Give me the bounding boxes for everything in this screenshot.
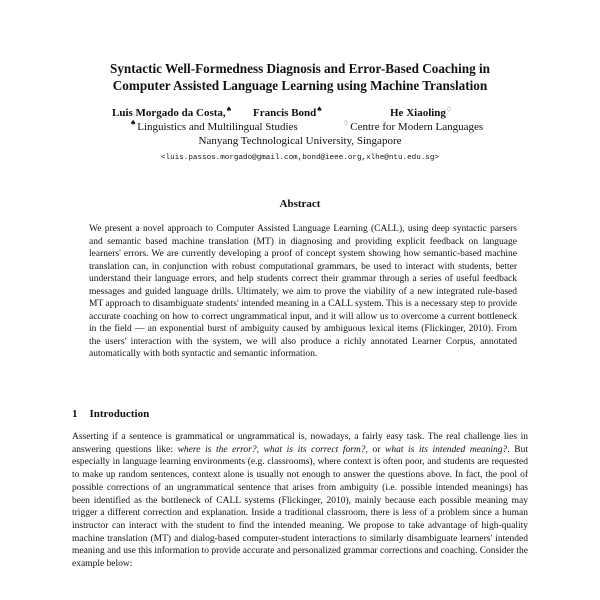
affiliation-1-mark: ♠	[130, 119, 137, 128]
section-number: 1	[72, 408, 78, 420]
affiliation-2: ♢Centre for Modern Languages	[343, 119, 484, 133]
author-block	[80, 106, 520, 148]
author-1-mark: ♠	[225, 105, 232, 114]
author-emails: <luis.passos.morgado@gmail.com,bond@ieee.org,xlhe@ntu.edu.sg>	[161, 154, 439, 162]
question-1: where is the error?	[177, 444, 257, 455]
author-1: Luis Morgado da Costa,♠	[112, 105, 232, 119]
affiliation-1: ♠Linguistics and Multilingual Studies	[130, 119, 298, 133]
author-2: Francis Bond♠	[253, 105, 323, 119]
author-names	[80, 106, 520, 120]
introduction-text: Asserting if a sentence is grammatical or ungrammatical is, nowadays, a fairly easy task. The real challenge lies in answering questions like: where is the error?, what is its correct form?, or what is its intended meaning?. But especially in language learning environments (e.g. classrooms), where context is often poor, and students are requested to make up random sentences, context alone is usually not enough to answer the questions above. In fact, the pool of possible corrections of an ungrammatical sentence that arises from ambiguity (i.e. possible intended meanings) has been identified as the bottleneck of CALL systems (Flickinger, 2010), mainly because each possible meaning may trigger a different correction and explanation. Inside a traditional classroom, there is less of a problem since a human instructor can interact with the student to find the intended meaning. We propose to take advantage of high-quality machine translation (MT) and dialog-based computer-student interactions to similarly disambiguate learners' intended meaning and use this information to provide accurate and personalized grammar corrections and coaching. Consider the example below:	[72, 432, 529, 570]
author-3-mark: ♢	[445, 105, 453, 114]
paper-title	[60, 60, 540, 94]
question-2: what is its correct form?	[263, 444, 366, 455]
title-line-1: Syntactic Well-Formedness Diagnosis and Error-Based Coaching in	[109, 61, 490, 76]
abstract-text: We present a novel approach to Computer Assisted Language Learning (CALL), using deep syntactic parsers and semantic based machine translation (MT) in diagnosing and providing explicit feedback on language learners' errors. We are currently developing a proof of concept system showing how semantic-based machine translation can, in conjunction with robust computational grammars, be used to interact with students, better understand their language errors, and help students correct their grammar through a series of useful feedback messages and guided language drills. Ultimately, we aim to prove the viability of a new integrated rule-based MT approach to disambiguate students' intended meaning in a CALL system. This is a necessary step to provide accurate coaching on how to correct ungrammatical input, and it will allow us to overcome a current bottleneck in the field — an exponential burst of ambiguity caused by ambiguous lexical items (Flickinger, 2010). From the users' interaction with the system, we will also produce a richly annotated Learner Corpus, annotated automatically with both syntactic and semantic information.	[89, 224, 517, 359]
section-heading-introduction	[72, 408, 149, 420]
author-2-mark: ♠	[316, 105, 323, 114]
question-3: what is its intended meaning?	[384, 444, 508, 455]
author-3: He Xiaoling♢	[390, 105, 453, 119]
affiliation-2-mark: ♢	[343, 119, 350, 128]
institution: Nanyang Technological University, Singapore	[198, 135, 402, 147]
abstract-heading: Abstract	[279, 198, 321, 210]
affiliations	[80, 120, 520, 134]
section-title: Introduction	[89, 408, 150, 420]
title-line-2: Computer Assisted Language Learning using Machine Translation	[112, 78, 488, 93]
